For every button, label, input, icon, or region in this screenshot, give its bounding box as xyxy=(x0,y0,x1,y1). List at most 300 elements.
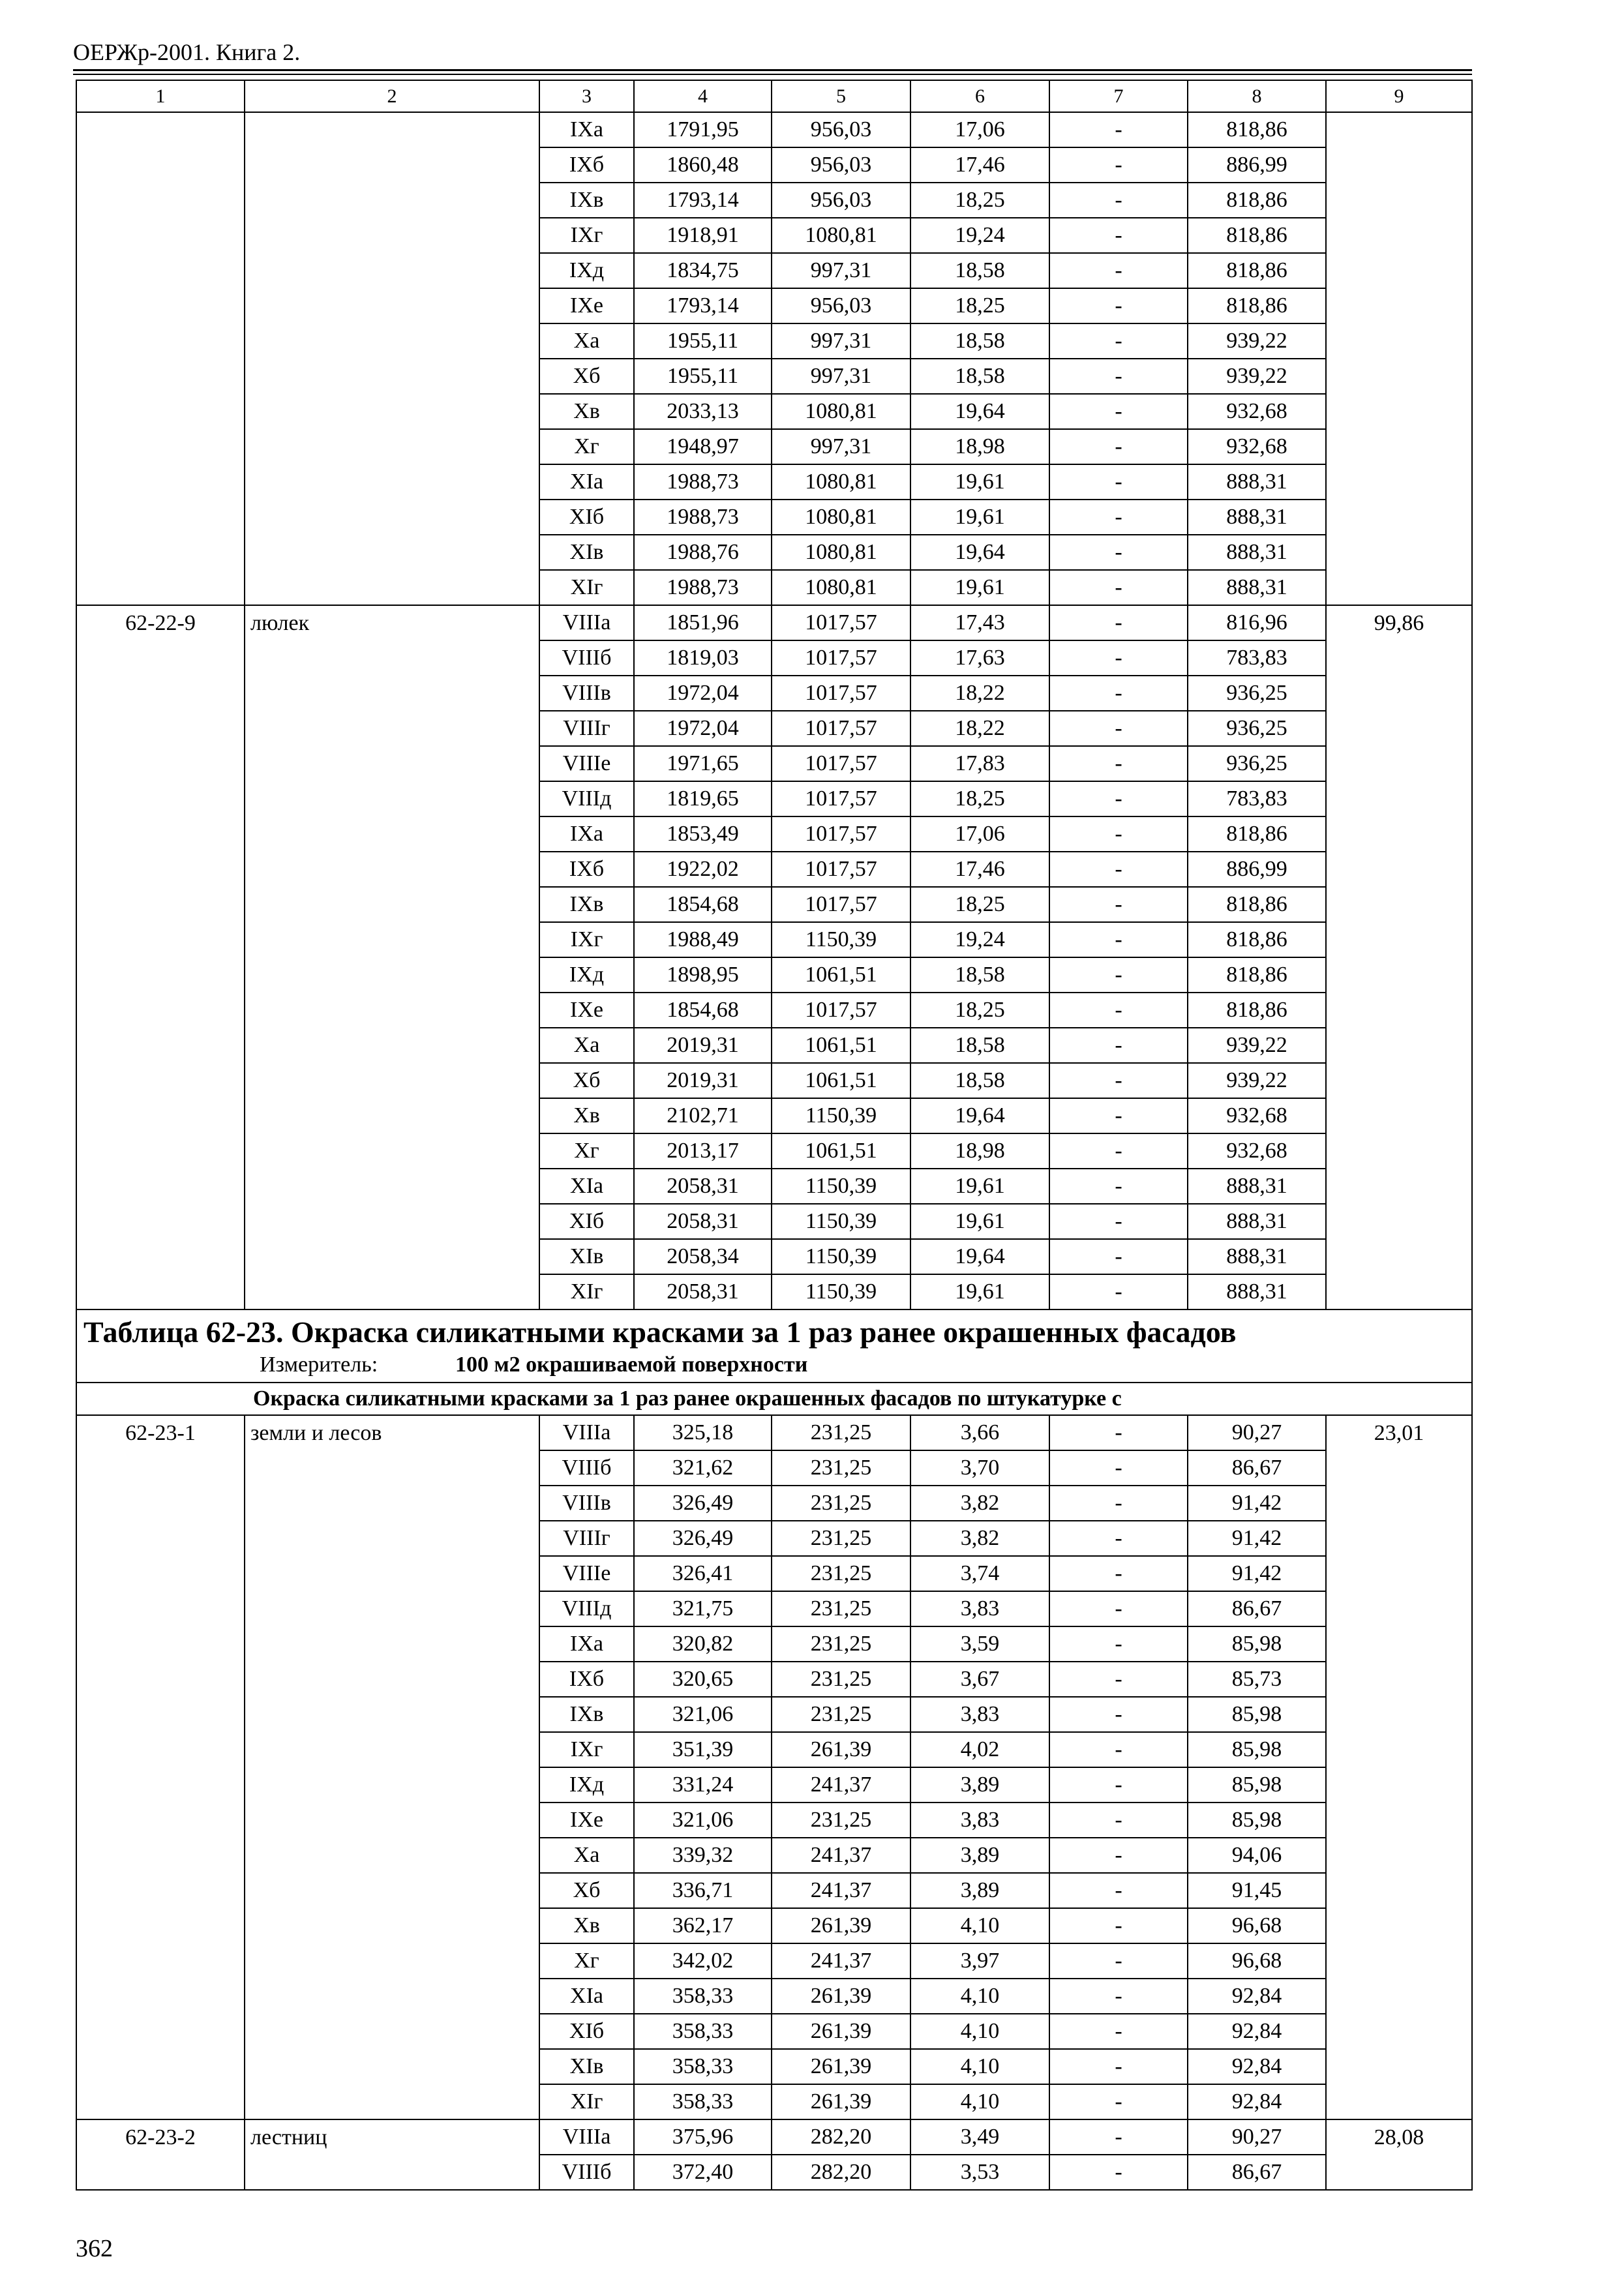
wages-cell: 1017,57 xyxy=(772,852,910,887)
rate-code-cell xyxy=(76,464,245,500)
labor-cell xyxy=(1326,1732,1472,1767)
wages-cell: 241,37 xyxy=(772,1767,910,1803)
table-row xyxy=(76,1415,1472,1450)
work-name-cell xyxy=(245,323,539,359)
machinist-wages-cell: - xyxy=(1049,183,1188,218)
machines-cell: 18,98 xyxy=(910,429,1049,464)
labor-cell xyxy=(1326,570,1472,605)
rate-code-cell xyxy=(76,1908,245,1943)
rate-code-cell: 62-23-1 xyxy=(76,1415,245,1450)
zone-cell: IXг xyxy=(539,1732,634,1767)
work-name-cell xyxy=(245,1274,539,1309)
work-name-cell: лестниц xyxy=(245,2119,539,2155)
machinist-wages-cell: - xyxy=(1049,359,1188,394)
table-row xyxy=(76,1204,1472,1239)
rate-code-cell xyxy=(76,2155,245,2190)
machines-cell: 19,64 xyxy=(910,535,1049,570)
table-row xyxy=(76,1626,1472,1662)
wages-cell: 1017,57 xyxy=(772,993,910,1028)
rate-code-cell xyxy=(76,852,245,887)
labor-cell xyxy=(1326,676,1472,711)
table-row xyxy=(76,1028,1472,1063)
wages-cell: 231,25 xyxy=(772,1697,910,1732)
wages-cell: 1080,81 xyxy=(772,535,910,570)
machines-cell: 19,61 xyxy=(910,500,1049,535)
table-row xyxy=(76,1697,1472,1732)
rate-code-cell xyxy=(76,1098,245,1133)
work-name-cell xyxy=(245,1239,539,1274)
total-cost-cell: 1988,76 xyxy=(634,535,772,570)
materials-cell: 94,06 xyxy=(1188,1838,1326,1873)
table-title-block xyxy=(76,1309,1472,1383)
wages-cell: 956,03 xyxy=(772,147,910,183)
machines-cell: 18,58 xyxy=(910,359,1049,394)
machines-cell: 18,58 xyxy=(910,957,1049,993)
wages-cell: 261,39 xyxy=(772,2049,910,2084)
zone-cell: Xг xyxy=(539,429,634,464)
table-row xyxy=(76,1591,1472,1626)
machinist-wages-cell: - xyxy=(1049,535,1188,570)
wages-cell: 231,25 xyxy=(772,1450,910,1486)
materials-cell: 92,84 xyxy=(1188,2084,1326,2119)
materials-cell: 939,22 xyxy=(1188,323,1326,359)
zone-cell: IXв xyxy=(539,1697,634,1732)
labor-cell xyxy=(1326,1626,1472,1662)
materials-cell: 888,31 xyxy=(1188,500,1326,535)
materials-cell: 91,42 xyxy=(1188,1486,1326,1521)
materials-cell: 783,83 xyxy=(1188,640,1326,676)
materials-cell: 91,42 xyxy=(1188,1521,1326,1556)
machinist-wages-cell: - xyxy=(1049,993,1188,1028)
materials-cell: 888,31 xyxy=(1188,570,1326,605)
column-number: 1 xyxy=(76,80,245,112)
rate-code-cell xyxy=(76,288,245,323)
rate-code-cell xyxy=(76,1063,245,1098)
machines-cell: 19,61 xyxy=(910,570,1049,605)
wages-cell: 261,39 xyxy=(772,2084,910,2119)
table-row xyxy=(76,852,1472,887)
materials-cell: 818,86 xyxy=(1188,957,1326,993)
total-cost-cell: 1955,11 xyxy=(634,323,772,359)
materials-cell: 818,86 xyxy=(1188,183,1326,218)
zone-cell: IXг xyxy=(539,922,634,957)
header-rule xyxy=(73,69,1472,71)
zone-cell: XIг xyxy=(539,1274,634,1309)
machinist-wages-cell: - xyxy=(1049,1591,1188,1626)
total-cost-cell: 1948,97 xyxy=(634,429,772,464)
materials-cell: 818,86 xyxy=(1188,288,1326,323)
wages-cell: 1061,51 xyxy=(772,1063,910,1098)
labor-cell: 99,86 xyxy=(1326,605,1472,640)
machines-cell: 18,22 xyxy=(910,711,1049,746)
document-header-title: ОЕРЖр-2001. Книга 2. xyxy=(73,39,301,65)
machines-cell: 3,89 xyxy=(910,1767,1049,1803)
materials-cell: 90,27 xyxy=(1188,1415,1326,1450)
work-name-cell xyxy=(245,570,539,605)
labor-cell xyxy=(1326,1873,1472,1908)
wages-cell: 1017,57 xyxy=(772,676,910,711)
wages-cell: 1017,57 xyxy=(772,746,910,781)
materials-cell: 932,68 xyxy=(1188,429,1326,464)
table-row xyxy=(76,1239,1472,1274)
table-row xyxy=(76,887,1472,922)
zone-cell: XIб xyxy=(539,1204,634,1239)
rate-code-cell xyxy=(76,1626,245,1662)
work-name-cell xyxy=(245,1979,539,2014)
materials-cell: 86,67 xyxy=(1188,1591,1326,1626)
materials-cell: 932,68 xyxy=(1188,394,1326,429)
wages-cell: 1080,81 xyxy=(772,394,910,429)
zone-cell: Xв xyxy=(539,1098,634,1133)
labor-cell xyxy=(1326,183,1472,218)
machinist-wages-cell: - xyxy=(1049,1767,1188,1803)
machinist-wages-cell: - xyxy=(1049,500,1188,535)
rate-code-cell xyxy=(76,429,245,464)
materials-cell: 886,99 xyxy=(1188,147,1326,183)
machines-cell: 3,83 xyxy=(910,1697,1049,1732)
wages-cell: 997,31 xyxy=(772,253,910,288)
work-name-cell xyxy=(245,359,539,394)
materials-cell: 818,86 xyxy=(1188,218,1326,253)
work-name-cell xyxy=(245,816,539,852)
table-row xyxy=(76,464,1472,500)
rate-code-cell xyxy=(76,359,245,394)
materials-cell: 886,99 xyxy=(1188,852,1326,887)
materials-cell: 85,98 xyxy=(1188,1732,1326,1767)
work-name-cell xyxy=(245,711,539,746)
wages-cell: 997,31 xyxy=(772,323,910,359)
table-row xyxy=(76,1979,1472,2014)
labor-cell xyxy=(1326,112,1472,147)
machinist-wages-cell: - xyxy=(1049,1979,1188,2014)
materials-cell: 936,25 xyxy=(1188,676,1326,711)
machines-cell: 19,61 xyxy=(910,1169,1049,1204)
zone-cell: XIб xyxy=(539,500,634,535)
zone-cell: VIIIд xyxy=(539,1591,634,1626)
machines-cell: 18,25 xyxy=(910,993,1049,1028)
work-name-cell xyxy=(245,1803,539,1838)
work-name-cell xyxy=(245,922,539,957)
work-name-cell xyxy=(245,1626,539,1662)
rate-code-cell xyxy=(76,746,245,781)
zone-cell: IXa xyxy=(539,1626,634,1662)
work-name-cell xyxy=(245,2155,539,2190)
machines-cell: 18,58 xyxy=(910,253,1049,288)
table-row xyxy=(76,1450,1472,1486)
materials-cell: 932,68 xyxy=(1188,1133,1326,1169)
machinist-wages-cell: - xyxy=(1049,2049,1188,2084)
machines-cell: 3,89 xyxy=(910,1838,1049,1873)
machines-cell: 18,58 xyxy=(910,1028,1049,1063)
materials-cell: 818,86 xyxy=(1188,993,1326,1028)
labor-cell xyxy=(1326,288,1472,323)
work-name-cell xyxy=(245,1063,539,1098)
meter-value: 100 м2 окрашиваемой поверхности xyxy=(455,1353,808,1377)
total-cost-cell: 351,39 xyxy=(634,1732,772,1767)
machines-cell: 3,82 xyxy=(910,1486,1049,1521)
machines-cell: 18,98 xyxy=(910,1133,1049,1169)
total-cost-cell: 339,32 xyxy=(634,1838,772,1873)
total-cost-cell: 1854,68 xyxy=(634,993,772,1028)
zone-cell: VIIIв xyxy=(539,676,634,711)
table-row xyxy=(76,394,1472,429)
rate-code-cell xyxy=(76,218,245,253)
work-name-cell xyxy=(245,993,539,1028)
machines-cell: 4,02 xyxy=(910,1732,1049,1767)
rate-code-cell xyxy=(76,711,245,746)
machinist-wages-cell: - xyxy=(1049,1908,1188,1943)
wages-cell: 1061,51 xyxy=(772,1133,910,1169)
zone-cell: VIIIб xyxy=(539,2155,634,2190)
wages-cell: 1017,57 xyxy=(772,887,910,922)
table-row xyxy=(76,1274,1472,1309)
work-name-cell: люлек xyxy=(245,605,539,640)
machinist-wages-cell: - xyxy=(1049,1098,1188,1133)
machinist-wages-cell: - xyxy=(1049,605,1188,640)
total-cost-cell: 1972,04 xyxy=(634,676,772,711)
work-name-cell xyxy=(245,2084,539,2119)
total-cost-cell: 1988,73 xyxy=(634,464,772,500)
table-row xyxy=(76,640,1472,676)
rate-code-cell xyxy=(76,1169,245,1204)
machines-cell: 3,83 xyxy=(910,1591,1049,1626)
machinist-wages-cell: - xyxy=(1049,816,1188,852)
table-row xyxy=(76,1943,1472,1979)
wages-cell: 956,03 xyxy=(772,288,910,323)
total-cost-cell: 325,18 xyxy=(634,1415,772,1450)
rate-code-cell xyxy=(76,2049,245,2084)
zone-cell: Xб xyxy=(539,1063,634,1098)
total-cost-cell: 321,06 xyxy=(634,1697,772,1732)
machinist-wages-cell: - xyxy=(1049,676,1188,711)
table-title-row xyxy=(76,1309,1472,1383)
table-row xyxy=(76,1486,1472,1521)
machinist-wages-cell: - xyxy=(1049,1239,1188,1274)
total-cost-cell: 1955,11 xyxy=(634,359,772,394)
materials-cell: 818,86 xyxy=(1188,887,1326,922)
rate-code-cell xyxy=(76,1943,245,1979)
machinist-wages-cell: - xyxy=(1049,1697,1188,1732)
column-numbers-row xyxy=(76,80,1472,112)
zone-cell: XIв xyxy=(539,535,634,570)
total-cost-cell: 320,82 xyxy=(634,1626,772,1662)
labor-cell xyxy=(1326,1133,1472,1169)
work-name-cell xyxy=(245,1133,539,1169)
machinist-wages-cell: - xyxy=(1049,288,1188,323)
work-name-cell xyxy=(245,1767,539,1803)
materials-cell: 818,86 xyxy=(1188,112,1326,147)
rate-code-cell xyxy=(76,1838,245,1873)
rate-code-cell xyxy=(76,1697,245,1732)
machines-cell: 19,24 xyxy=(910,218,1049,253)
materials-cell: 888,31 xyxy=(1188,1169,1326,1204)
wages-cell: 997,31 xyxy=(772,429,910,464)
machines-cell: 19,64 xyxy=(910,1239,1049,1274)
machines-cell: 3,74 xyxy=(910,1556,1049,1591)
machinist-wages-cell: - xyxy=(1049,1556,1188,1591)
machinist-wages-cell: - xyxy=(1049,711,1188,746)
machinist-wages-cell: - xyxy=(1049,2084,1188,2119)
machines-cell: 18,58 xyxy=(910,1063,1049,1098)
work-name-cell xyxy=(245,218,539,253)
wages-cell: 1017,57 xyxy=(772,781,910,816)
wages-cell: 241,37 xyxy=(772,1873,910,1908)
rate-code-cell xyxy=(76,1274,245,1309)
rate-code-cell xyxy=(76,1591,245,1626)
machinist-wages-cell: - xyxy=(1049,852,1188,887)
machines-cell: 4,10 xyxy=(910,2084,1049,2119)
labor-cell xyxy=(1326,640,1472,676)
rate-code-cell xyxy=(76,676,245,711)
materials-cell: 91,45 xyxy=(1188,1873,1326,1908)
materials-cell: 888,31 xyxy=(1188,464,1326,500)
total-cost-cell: 1791,95 xyxy=(634,112,772,147)
work-name-cell xyxy=(245,676,539,711)
machines-cell: 3,83 xyxy=(910,1803,1049,1838)
machinist-wages-cell: - xyxy=(1049,218,1188,253)
materials-cell: 783,83 xyxy=(1188,781,1326,816)
labor-cell xyxy=(1326,711,1472,746)
machinist-wages-cell: - xyxy=(1049,746,1188,781)
work-name-cell xyxy=(245,464,539,500)
machines-cell: 18,25 xyxy=(910,288,1049,323)
total-cost-cell: 1819,65 xyxy=(634,781,772,816)
labor-cell xyxy=(1326,1274,1472,1309)
work-name-cell xyxy=(245,1591,539,1626)
zone-cell: XIa xyxy=(539,1169,634,1204)
machines-cell: 17,63 xyxy=(910,640,1049,676)
labor-cell xyxy=(1326,1662,1472,1697)
zone-cell: XIг xyxy=(539,570,634,605)
wages-cell: 1150,39 xyxy=(772,1274,910,1309)
wages-cell: 231,25 xyxy=(772,1626,910,1662)
labor-cell xyxy=(1326,2014,1472,2049)
work-name-cell xyxy=(245,183,539,218)
zone-cell: Xб xyxy=(539,359,634,394)
table-row xyxy=(76,535,1472,570)
materials-cell: 96,68 xyxy=(1188,1908,1326,1943)
zone-cell: IXб xyxy=(539,852,634,887)
wages-cell: 282,20 xyxy=(772,2155,910,2190)
table-row xyxy=(76,957,1472,993)
table-row xyxy=(76,1908,1472,1943)
labor-cell: 23,01 xyxy=(1326,1415,1472,1450)
wages-cell: 1150,39 xyxy=(772,922,910,957)
table-title: Таблица 62-23. Окраска силикатными красками за 1 раз ранее окрашенных фасадов xyxy=(83,1315,1237,1349)
table-row xyxy=(76,147,1472,183)
table-row xyxy=(76,288,1472,323)
labor-cell: 28,08 xyxy=(1326,2119,1472,2155)
machines-cell: 3,49 xyxy=(910,2119,1049,2155)
work-name-cell xyxy=(245,887,539,922)
wages-cell: 261,39 xyxy=(772,1732,910,1767)
labor-cell xyxy=(1326,1908,1472,1943)
rates-table xyxy=(76,80,1473,2191)
rate-code-cell xyxy=(76,183,245,218)
machinist-wages-cell: - xyxy=(1049,429,1188,464)
table-row xyxy=(76,218,1472,253)
work-name-cell xyxy=(245,1556,539,1591)
zone-cell: VIIIa xyxy=(539,605,634,640)
rate-code-cell xyxy=(76,535,245,570)
total-cost-cell: 1972,04 xyxy=(634,711,772,746)
zone-cell: IXб xyxy=(539,1662,634,1697)
rate-code-cell xyxy=(76,887,245,922)
work-name-cell xyxy=(245,1486,539,1521)
machinist-wages-cell: - xyxy=(1049,957,1188,993)
work-name-cell xyxy=(245,2014,539,2049)
machines-cell: 18,58 xyxy=(910,323,1049,359)
materials-cell: 85,98 xyxy=(1188,1697,1326,1732)
machinist-wages-cell: - xyxy=(1049,2014,1188,2049)
total-cost-cell: 358,33 xyxy=(634,1979,772,2014)
work-name-cell xyxy=(245,2049,539,2084)
materials-cell: 818,86 xyxy=(1188,816,1326,852)
table-row xyxy=(76,359,1472,394)
table-row xyxy=(76,1803,1472,1838)
machinist-wages-cell: - xyxy=(1049,2155,1188,2190)
materials-cell: 818,86 xyxy=(1188,922,1326,957)
subheading-row xyxy=(76,1383,1472,1415)
machines-cell: 4,10 xyxy=(910,2014,1049,2049)
labor-cell xyxy=(1326,2084,1472,2119)
total-cost-cell: 1834,75 xyxy=(634,253,772,288)
total-cost-cell: 1851,96 xyxy=(634,605,772,640)
materials-cell: 90,27 xyxy=(1188,2119,1326,2155)
materials-cell: 85,98 xyxy=(1188,1767,1326,1803)
zone-cell: XIa xyxy=(539,1979,634,2014)
machinist-wages-cell: - xyxy=(1049,1486,1188,1521)
rate-code-cell xyxy=(76,1239,245,1274)
machines-cell: 18,25 xyxy=(910,887,1049,922)
total-cost-cell: 372,40 xyxy=(634,2155,772,2190)
rate-code-cell: 62-22-9 xyxy=(76,605,245,640)
column-number: 9 xyxy=(1326,80,1472,112)
zone-cell: Xв xyxy=(539,394,634,429)
work-name-cell xyxy=(245,253,539,288)
total-cost-cell: 358,33 xyxy=(634,2014,772,2049)
machinist-wages-cell: - xyxy=(1049,781,1188,816)
labor-cell xyxy=(1326,535,1472,570)
machinist-wages-cell: - xyxy=(1049,1274,1188,1309)
total-cost-cell: 2102,71 xyxy=(634,1098,772,1133)
wages-cell: 231,25 xyxy=(772,1415,910,1450)
total-cost-cell: 1971,65 xyxy=(634,746,772,781)
work-name-cell xyxy=(245,1697,539,1732)
labor-cell xyxy=(1326,218,1472,253)
machines-cell: 17,46 xyxy=(910,852,1049,887)
zone-cell: VIIIг xyxy=(539,1521,634,1556)
work-name-cell xyxy=(245,1450,539,1486)
table-row xyxy=(76,1169,1472,1204)
work-name-cell xyxy=(245,1098,539,1133)
machinist-wages-cell: - xyxy=(1049,922,1188,957)
table-row xyxy=(76,429,1472,464)
labor-cell xyxy=(1326,464,1472,500)
column-number: 4 xyxy=(634,80,772,112)
table-row xyxy=(76,816,1472,852)
machinist-wages-cell: - xyxy=(1049,1732,1188,1767)
labor-cell xyxy=(1326,816,1472,852)
rate-code-cell xyxy=(76,394,245,429)
table-row xyxy=(76,1662,1472,1697)
table-row xyxy=(76,1873,1472,1908)
total-cost-cell: 321,75 xyxy=(634,1591,772,1626)
materials-cell: 888,31 xyxy=(1188,1274,1326,1309)
rate-code-cell xyxy=(76,1204,245,1239)
table-row xyxy=(76,570,1472,605)
zone-cell: VIIIе xyxy=(539,1556,634,1591)
